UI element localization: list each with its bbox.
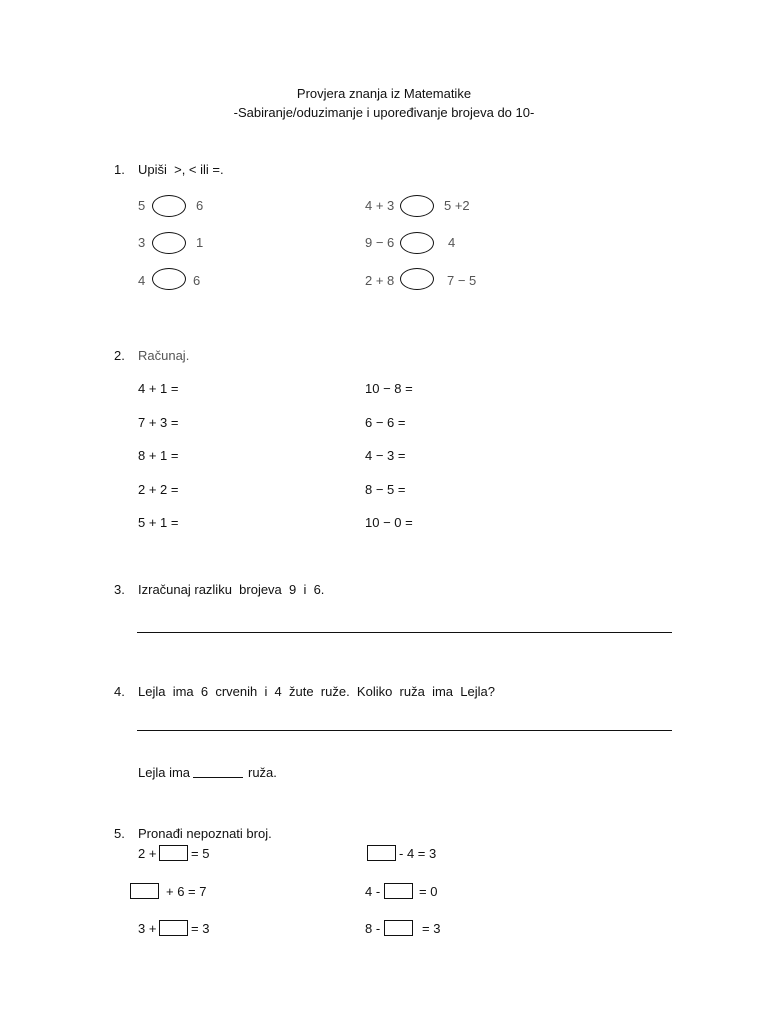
q1-right-3-a: 2 + 8 (365, 273, 395, 288)
q1-left-3-b: 6 (193, 273, 201, 288)
q5-right-2-a: 4 - (365, 884, 381, 899)
q1-right-1-a: 4 + 3 (365, 198, 395, 213)
q2-right-2: 6 − 6 = (365, 415, 406, 430)
q5-left-3-b: = 3 (191, 921, 210, 936)
q2-prompt: Računaj. (138, 348, 190, 363)
q5-left-1-b: = 5 (191, 846, 210, 861)
answer-box[interactable] (159, 845, 188, 861)
q1-left-1-b: 6 (196, 198, 204, 213)
q4-answer-line[interactable] (137, 730, 672, 731)
q3-answer-line[interactable] (137, 632, 672, 633)
q4-answer-before: Lejla ima (138, 765, 191, 780)
q1-right-2-a: 9 − 6 (365, 235, 395, 250)
comparison-oval[interactable] (152, 232, 186, 254)
answer-box[interactable] (384, 883, 413, 899)
q1-left-2-a: 3 (138, 235, 146, 250)
q2-left-4: 2 + 2 = (138, 482, 179, 497)
q2-right-3: 4 − 3 = (365, 448, 406, 463)
page-title: Provjera znanja iz Matematike (296, 86, 472, 101)
q5-left-1-a: 2 + (138, 846, 157, 861)
page-subtitle: -Sabiranje/oduzimanje i upoređivanje brojeva do 10- (233, 105, 535, 120)
q3-prompt: Izračunaj razliku brojeva 9 i 6. (138, 582, 325, 597)
q5-right-2-b: = 0 (419, 884, 438, 899)
q4-prompt: Lejla ima 6 crvenih i 4 žute ruže. Koliko ruža ima Lejla? (138, 684, 495, 699)
answer-box[interactable] (130, 883, 159, 899)
q2-left-2: 7 + 3 = (138, 415, 179, 430)
answer-box[interactable] (384, 920, 413, 936)
q2-left-3: 8 + 1 = (138, 448, 179, 463)
q1-right-2-b: 4 (448, 235, 456, 250)
q5-prompt: Pronađi nepoznati broj. (138, 826, 272, 841)
q5-right-3-a: 8 - (365, 921, 381, 936)
q2-number: 2. (114, 348, 125, 363)
q5-left-3-a: 3 + (138, 921, 157, 936)
comparison-oval[interactable] (400, 268, 434, 290)
q1-left-3-a: 4 (138, 273, 146, 288)
q1-right-3-b: 7 − 5 (447, 273, 477, 288)
comparison-oval[interactable] (400, 195, 434, 217)
comparison-oval[interactable] (152, 268, 186, 290)
answer-box[interactable] (367, 845, 396, 861)
q3-number: 3. (114, 582, 125, 597)
q1-left-1-a: 5 (138, 198, 146, 213)
q4-answer-after: ruža. (248, 765, 277, 780)
q5-right-1-b: - 4 = 3 (399, 846, 437, 861)
q1-number: 1. (114, 162, 125, 177)
q5-left-2-b: + 6 = 7 (166, 884, 207, 899)
q2-right-1: 10 − 8 = (365, 381, 413, 396)
q5-number: 5. (114, 826, 125, 841)
q2-left-5: 5 + 1 = (138, 515, 179, 530)
q4-answer-blank[interactable] (193, 777, 243, 778)
q2-right-4: 8 − 5 = (365, 482, 406, 497)
q1-prompt: Upiši >, < ili =. (138, 162, 224, 177)
q1-right-1-b: 5 +2 (444, 198, 470, 213)
answer-box[interactable] (159, 920, 188, 936)
q4-number: 4. (114, 684, 125, 699)
comparison-oval[interactable] (400, 232, 434, 254)
q2-left-1: 4 + 1 = (138, 381, 179, 396)
q5-right-3-b: = 3 (422, 921, 441, 936)
q2-right-5: 10 − 0 = (365, 515, 413, 530)
q1-left-2-b: 1 (196, 235, 204, 250)
comparison-oval[interactable] (152, 195, 186, 217)
